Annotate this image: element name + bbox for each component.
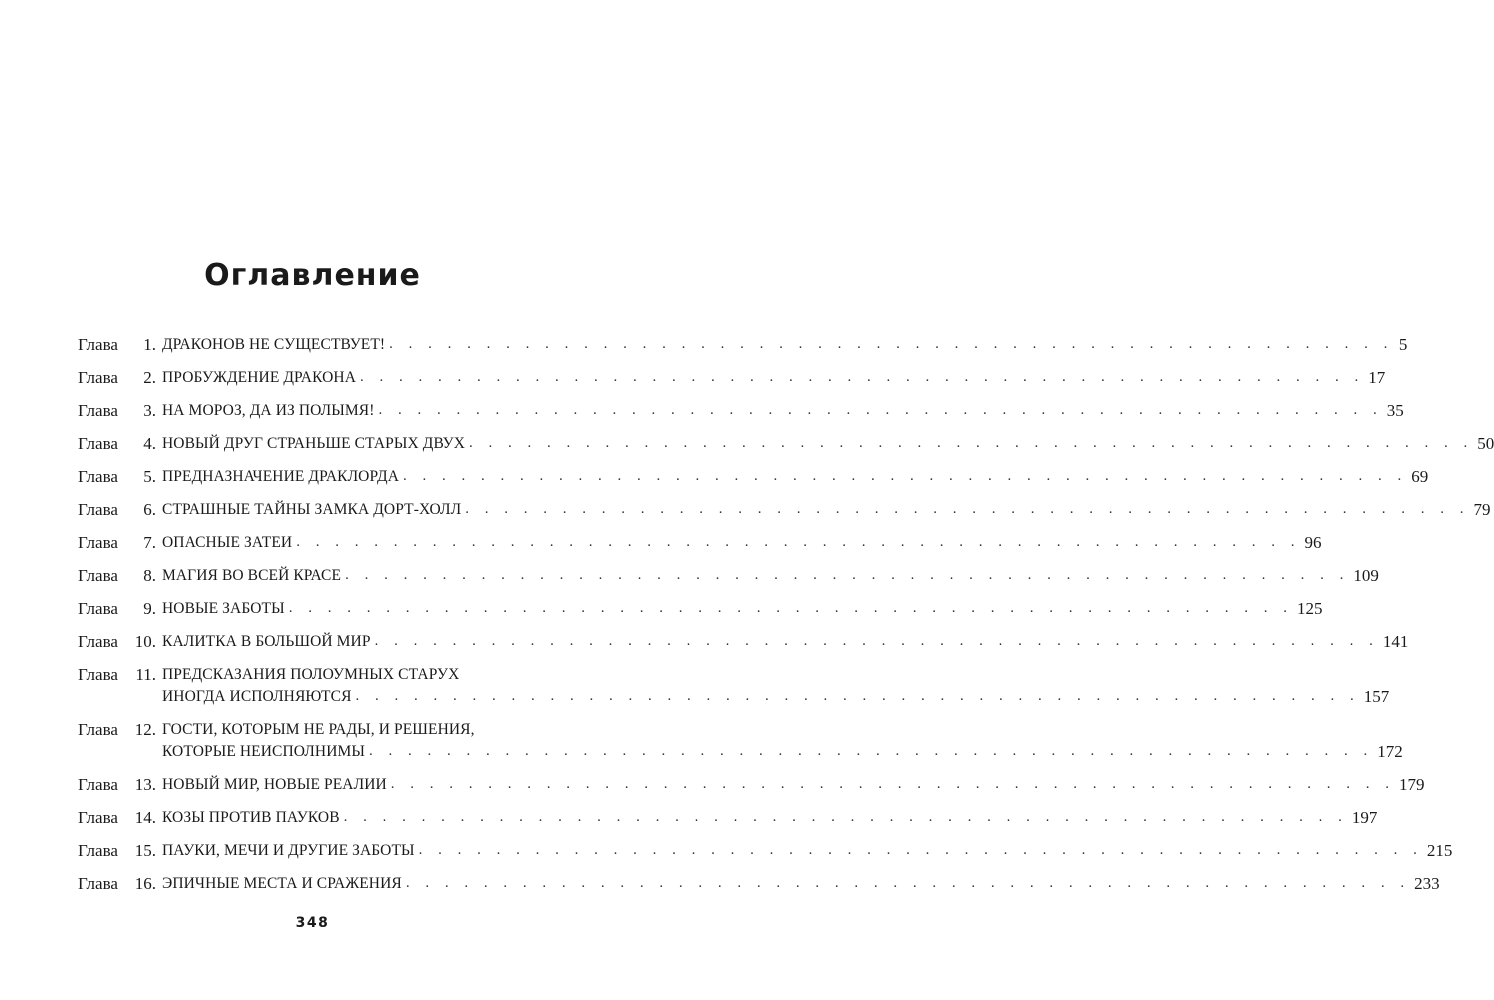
chapter-title: СТРАШНЫЕ ТАЙНЫ ЗАМКА ДОРТ-ХОЛЛ xyxy=(162,501,462,518)
chapter-number: 11. xyxy=(135,665,156,684)
chapter-word: Глава xyxy=(78,599,118,618)
chapter-number: 16. xyxy=(134,874,156,893)
chapter-title: ПАУКИ, МЕЧИ И ДРУГИЕ ЗАБОТЫ xyxy=(162,842,415,859)
dot-leader: . . . . . . . . . . . . . . . . . . . . . . . . . . . . . . . . . . . . . . . . . . . . . . . . . . . . xyxy=(288,600,1293,616)
chapter-title: КАЛИТКА В БОЛЬШОЙ МИР xyxy=(162,633,371,650)
chapter-word: Глава xyxy=(78,775,118,794)
toc-entry-12[interactable] xyxy=(78,707,1403,762)
dot-leader: . . . . . . . . . . . . . . . . . . . . . . . . . . . . . . . . . . . . . . . . . . . . . . . . . . . . xyxy=(355,688,1360,704)
toc-entry-3[interactable] xyxy=(78,388,1404,421)
dot-leader: . . . . . . . . . . . . . . . . . . . . . . . . . . . . . . . . . . . . . . . . . . . . . . . . . . . . xyxy=(389,336,1394,352)
dot-leader: . . . . . . . . . . . . . . . . . . . . . . . . . . . . . . . . . . . . . . . . . . . . . . . . . . . . xyxy=(296,534,1301,550)
toc-entry-2[interactable] xyxy=(78,355,1386,388)
chapter-page: 96 xyxy=(1304,533,1322,552)
chapter-number: 13. xyxy=(134,775,156,794)
dot-leader: . . . . . . . . . . . . . . . . . . . . . . . . . . . . . . . . . . . . . . . . . . . . . . . . . . . . xyxy=(378,402,1383,418)
chapter-word: Глава xyxy=(78,335,118,354)
chapter-number: 2. xyxy=(143,368,156,387)
chapter-word: Глава xyxy=(78,467,118,486)
chapter-page: 17 xyxy=(1368,368,1386,387)
chapter-word: Глава xyxy=(78,808,118,827)
chapter-number: 4. xyxy=(143,434,156,453)
chapter-page: 5 xyxy=(1398,335,1408,354)
page-number: 348 xyxy=(295,915,330,931)
dot-leader: . . . . . . . . . . . . . . . . . . . . . . . . . . . . . . . . . . . . . . . . . . . . . . . . . . . . xyxy=(418,842,1423,858)
chapter-word: Глава xyxy=(78,401,118,420)
chapter-word: Глава xyxy=(78,874,118,893)
page-title: Оглавление xyxy=(204,258,421,293)
chapter-title: НОВЫЙ ДРУГ СТРАНЬШЕ СТАРЫХ ДВУХ xyxy=(162,435,465,452)
chapter-number: 6. xyxy=(143,500,156,519)
dot-leader: . . . . . . . . . . . . . . . . . . . . . . . . . . . . . . . . . . . . . . . . . . . . . . . . . . . . xyxy=(405,875,1411,891)
chapter-title-line1: ГОСТИ, КОТОРЫМ НЕ РАДЫ, И РЕШЕНИЯ, xyxy=(162,721,475,738)
chapter-title: МАГИЯ ВО ВСЕЙ КРАСЕ xyxy=(162,567,342,584)
toc-entry-14[interactable] xyxy=(78,795,1378,828)
table-of-contents xyxy=(78,322,1494,894)
chapter-word: Глава xyxy=(78,632,118,651)
chapter-number: 5. xyxy=(143,467,156,486)
chapter-word: Глава xyxy=(78,841,118,860)
chapter-page: 157 xyxy=(1363,687,1390,706)
chapter-title: ОПАСНЫЕ ЗАТЕИ xyxy=(162,534,293,551)
toc-entry-15[interactable] xyxy=(78,828,1453,861)
chapter-page: 172 xyxy=(1377,742,1403,761)
chapter-number: 3. xyxy=(143,401,156,420)
dot-leader: . . . . . . . . . . . . . . . . . . . . . . . . . . . . . . . . . . . . . . . . . . . . . . . . . . . . xyxy=(465,501,1470,517)
toc-entry-5[interactable] xyxy=(78,454,1429,487)
chapter-page: 35 xyxy=(1386,401,1404,420)
chapter-page: 141 xyxy=(1382,632,1409,651)
chapter-word: Глава xyxy=(78,720,118,739)
chapter-number: 7. xyxy=(143,533,156,552)
chapter-page: 179 xyxy=(1399,775,1425,794)
chapter-word: Глава xyxy=(78,434,118,453)
toc-entry-13[interactable] xyxy=(78,762,1425,795)
dot-leader: . . . . . . . . . . . . . . . . . . . . . . . . . . . . . . . . . . . . . . . . . . . . . . . . . . . . xyxy=(403,468,1408,484)
chapter-page: 125 xyxy=(1296,599,1323,618)
toc-entry-6[interactable] xyxy=(78,487,1491,520)
dot-leader: . . . . . . . . . . . . . . . . . . . . . . . . . . . . . . . . . . . . . . . . . . . . . . . . . . . . xyxy=(469,435,1474,451)
chapter-title-line1: ПРЕДСКАЗАНИЯ ПОЛОУМНЫХ СТАРУХ xyxy=(162,666,460,683)
toc-entry-8[interactable] xyxy=(78,553,1379,586)
dot-leader: . . . . . . . . . . . . . . . . . . . . . . . . . . . . . . . . . . . . . . . . . . . . . . . . . . . . xyxy=(343,809,1348,825)
chapter-number: 12. xyxy=(134,720,156,739)
dot-leader: . . . . . . . . . . . . . . . . . . . . . . . . . . . . . . . . . . . . . . . . . . . . . . . . . . . . xyxy=(369,743,1374,759)
chapter-word: Глава xyxy=(78,533,118,552)
chapter-number: 8. xyxy=(143,566,156,585)
chapter-title: НОВЫЙ МИР, НОВЫЕ РЕАЛИИ xyxy=(162,776,387,793)
toc-entry-10[interactable] xyxy=(78,619,1409,652)
chapter-word: Глава xyxy=(78,500,118,519)
chapter-title: ПРЕДНАЗНАЧЕНИЕ ДРАКЛОРДА xyxy=(162,468,399,485)
toc-entry-4[interactable] xyxy=(78,421,1494,454)
dot-leader: . . . . . . . . . . . . . . . . . . . . . . . . . . . . . . . . . . . . . . . . . . . . . . . . . . . . xyxy=(390,776,1396,792)
chapter-page: 50 xyxy=(1477,434,1494,453)
chapter-number: 14. xyxy=(134,808,156,827)
chapter-title-line2: КОТОРЫЕ НЕИСПОЛНИМЫ xyxy=(162,743,365,760)
chapter-title: КОЗЫ ПРОТИВ ПАУКОВ xyxy=(162,809,340,826)
chapter-page: 79 xyxy=(1473,500,1491,519)
chapter-title: ЭПИЧНЫЕ МЕСТА И СРАЖЕНИЯ xyxy=(162,875,402,892)
chapter-page: 197 xyxy=(1351,808,1378,827)
chapter-number: 10. xyxy=(134,632,156,651)
chapter-title: НОВЫЕ ЗАБОТЫ xyxy=(162,600,285,617)
chapter-word: Глава xyxy=(78,368,118,387)
chapter-page: 109 xyxy=(1353,566,1379,585)
dot-leader: . . . . . . . . . . . . . . . . . . . . . . . . . . . . . . . . . . . . . . . . . . . . . . . . . . . . xyxy=(345,567,1350,583)
chapter-title: НА МОРОЗ, ДА ИЗ ПОЛЫМЯ! xyxy=(162,402,375,419)
dot-leader: . . . . . . . . . . . . . . . . . . . . . . . . . . . . . . . . . . . . . . . . . . . . . . . . . . . . xyxy=(360,369,1365,385)
dot-leader: . . . . . . . . . . . . . . . . . . . . . . . . . . . . . . . . . . . . . . . . . . . . . . . . . . . . xyxy=(374,633,1379,649)
chapter-page: 215 xyxy=(1426,841,1453,860)
chapter-number: 15. xyxy=(134,841,156,860)
chapter-word: Глава xyxy=(78,566,118,585)
toc-entry-16[interactable] xyxy=(78,861,1440,894)
chapter-word: Глава xyxy=(78,665,118,684)
chapter-number: 9. xyxy=(143,599,156,618)
toc-entry-11[interactable] xyxy=(78,652,1390,707)
toc-entry-7[interactable] xyxy=(78,520,1322,553)
chapter-title: ДРАКОНОВ НЕ СУЩЕСТВУЕТ! xyxy=(162,336,386,353)
chapter-title-line2: ИНОГДА ИСПОЛНЯЮТСЯ xyxy=(162,688,352,705)
chapter-title: ПРОБУЖДЕНИЕ ДРАКОНА xyxy=(162,369,357,386)
toc-entry-1[interactable] xyxy=(78,322,1408,355)
chapter-page: 69 xyxy=(1411,467,1429,486)
chapter-number: 1. xyxy=(143,335,156,354)
toc-entry-9[interactable] xyxy=(78,586,1323,619)
chapter-page: 233 xyxy=(1414,874,1440,893)
